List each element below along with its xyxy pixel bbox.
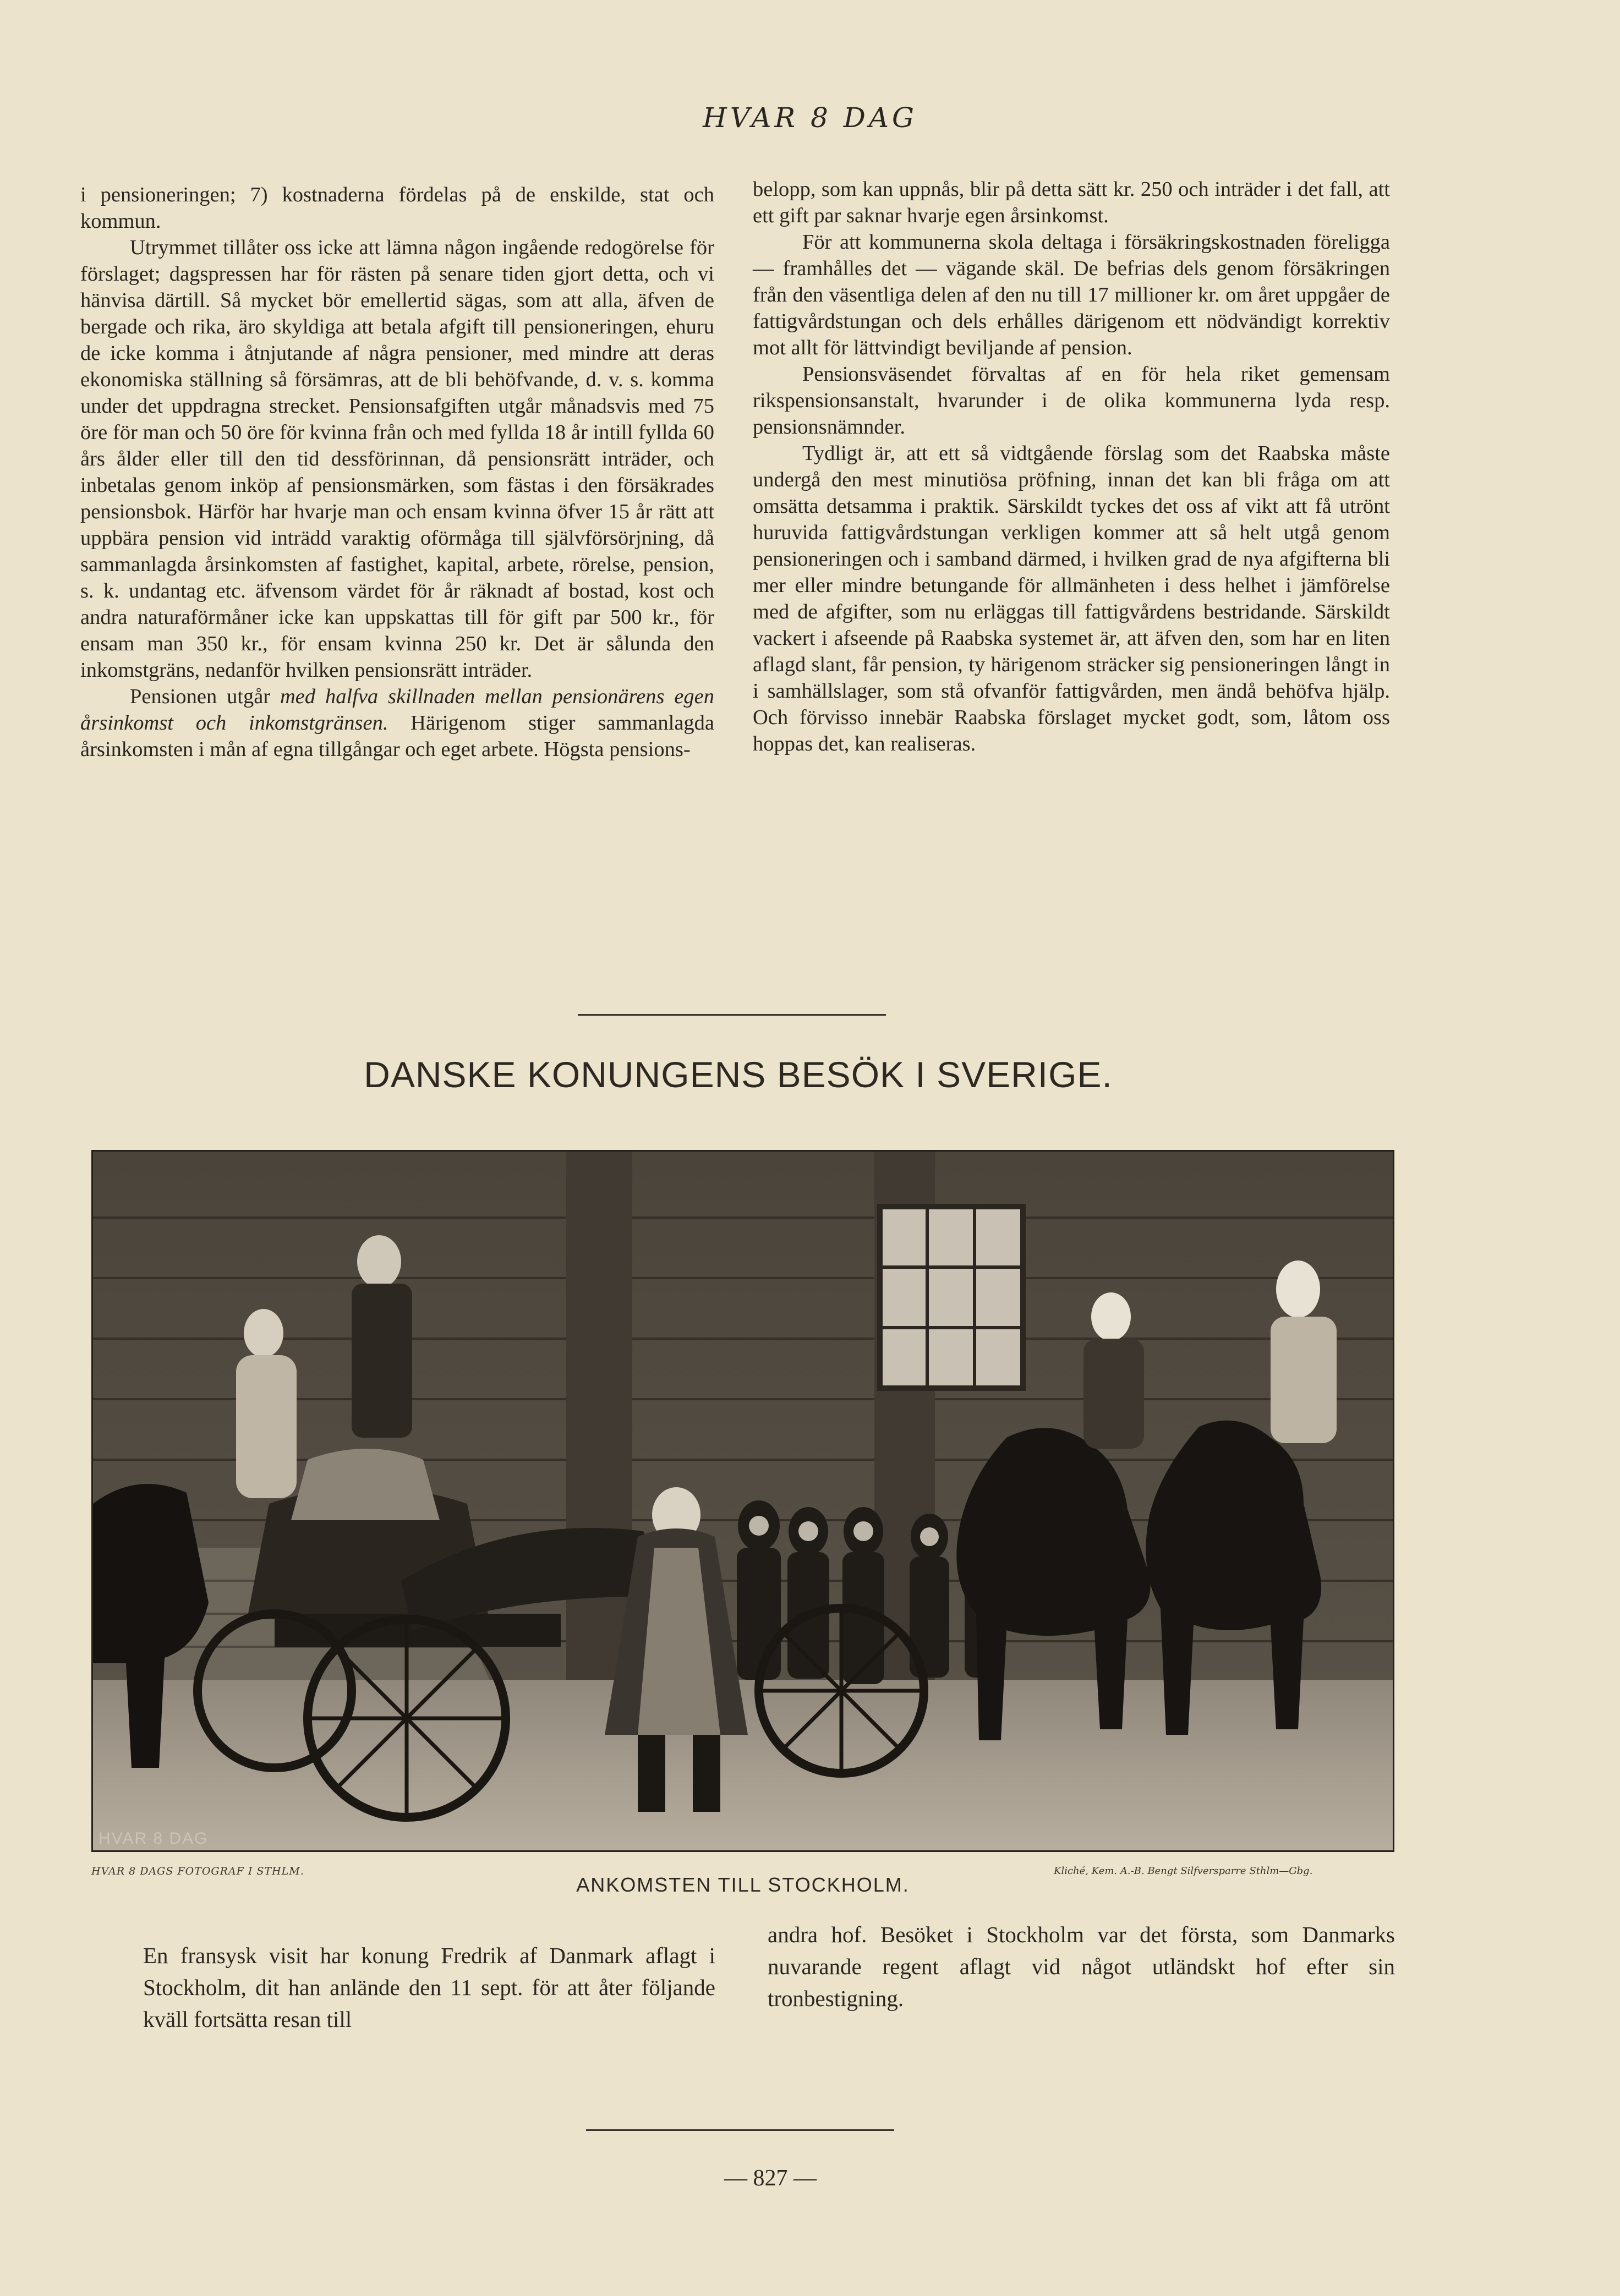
article-column-right	[768, 1919, 1395, 2014]
paragraph: Pensionen utgår med halfva skillnaden mellan pensionärens egen årsinkomst och inkomstgränsen. Härigenom stiger sammanlagda årsinkomsten i mån af egna tillgångar och eget arbete. Högsta pensions-	[80, 685, 715, 761]
photo-watermark: HVAR 8 DAG	[98, 1829, 209, 1848]
photo-illustration	[93, 1152, 1393, 1850]
paragraph: Tydligt är, att ett så vidtgående förslag som det Raabska måste undergå den mest minutiösa pröfning, innan det kan bli fråga om att omsätta detsamma i praktik. Särskildt tyckes det oss af vikt att få utrönt huruvida fattigvårdstungan verkligen kommer att så helt utgå genom pensioneringen och i samband därmed, i hvilken grad de nya afgifterna bli mer eller mindre betungande för allmänheten i dess helhet i jämförelse med de afgifter, som nu erläggas till fattigvårdens bestridande. Särskildt vackert i afseende på Raabska systemet är, att äfven den, som har en liten aflagd slant, får pension, ty härigenom sträcker sig pensioneringen långt in i samhällslager, som stå ofvanför fattigvården, men ändå behöfva hjälp. Och förvisso innebär Raabska förslaget mycket godt, som, låtom oss hoppas det, kan realiseras.	[753, 442, 1390, 755]
article-heading: DANSKE KONUNGENS BESÖK I SVERIGE.	[364, 1054, 1113, 1095]
paragraph: andra hof. Besöket i Stockholm var det första, som Danmarks nuvarande regent aflagt vid något utländskt hof efter sin tronbestigning.	[768, 1922, 1395, 2011]
paragraph: Utrymmet tillåter oss icke att lämna någon ingående redogörelse för förslaget; dagspressen har för rästen på senare tiden gjort detta, och vi hänvisa därtill. Så mycket bör emellertid sägas, som att alla, äfven de bergade och rika, äro skyldiga att betala afgift till pensioneringen, ehuru de icke komma i åtnjutande af några pensioner, med mindre att deras ekonomiska ställning så försämras, att de bli behöfvande, d. v. s. komma under det uppdragna strecket. Pensionsafgiften utgår månadsvis med 75 öre för man och 50 öre för kvinna från och med fyllda 18 år intill fyllda 60 års ålder eller till den tid dessförinnan, då pensionsrätt inträder, och inbetalas genom inköp af pensionsmärken, som fästas i den försäkrades pensionsbok. Härför har hvarje man och ensam kvinna öfver 15 år rätt att uppbära pension vid inträdd varaktig oförmåga till självförsörjning, då sammanlagda årsinkomsten af fastighet, kapital, arbete, rörelse, pension, s. k. undantag etc. äfvensom värdet för år räknadt af bostad, kost och andra naturaförmåner icke kan uppskattas till för gift par 500 kr., för ensam man 350 kr., för ensam kvinna 250 kr. Det är sålunda den inkomstgräns, nedanför hvilken pensionsrätt inträder.	[80, 236, 714, 682]
page-number: — 827 —	[724, 2166, 817, 2191]
article-column-left	[143, 1939, 715, 2035]
photo-credit: HVAR 8 DAGS FOTOGRAF I STHLM.	[91, 1865, 304, 1877]
article-column-right	[753, 176, 1390, 757]
section-divider	[586, 2129, 894, 2131]
photo-caption: ANKOMSTEN TILL STOCKHOLM.	[576, 1873, 910, 1896]
paragraph: En fransysk visit har konung Fredrik af Danmark aflagt i Stockholm, dit han anlände den 11 sept. för att åter följande kväll fortsätta resan till	[143, 1943, 715, 2032]
paragraph: Pensionsväsendet förvaltas af en för hela riket gemensam rikspensionsanstalt, hvarunder i de olika kommunerna lyda resp. pensionsnämnder.	[753, 363, 1390, 439]
paragraph: belopp, som kan uppnås, blir på detta sätt kr. 250 och inträder i det fall, att ett gift par saknar hvarje egen årsinkomst.	[753, 178, 1390, 227]
carriage-photograph	[91, 1150, 1394, 1852]
emphasized-text: med halfva skillnaden mellan pensionärens egen årsinkomst och inkomstgränsen.	[80, 685, 715, 735]
engraver-credit: Kliché, Kem. A.-B. Bengt Silfversparre Sthlm—Gbg.	[1054, 1865, 1313, 1877]
paragraph: i pensioneringen; 7) kostnaderna fördelas på de enskilde, stat och kommun.	[80, 183, 714, 233]
section-divider	[578, 1014, 886, 1016]
paragraph: För att kommunerna skola deltaga i försäkringskostnaden föreligga — framhålles det — vägande skäl. De befrias dels genom försäkringen från den väsentliga delen af den nu till 17 millioner kr. om året uppgåer de fattigvårdstungan och dels erhålles därigenom ett nödvändigt korrektiv mot allt för lättvindigt beviljande af pension.	[753, 231, 1390, 359]
article-column-left	[80, 182, 714, 763]
running-title: HVAR 8 DAG	[703, 102, 917, 134]
